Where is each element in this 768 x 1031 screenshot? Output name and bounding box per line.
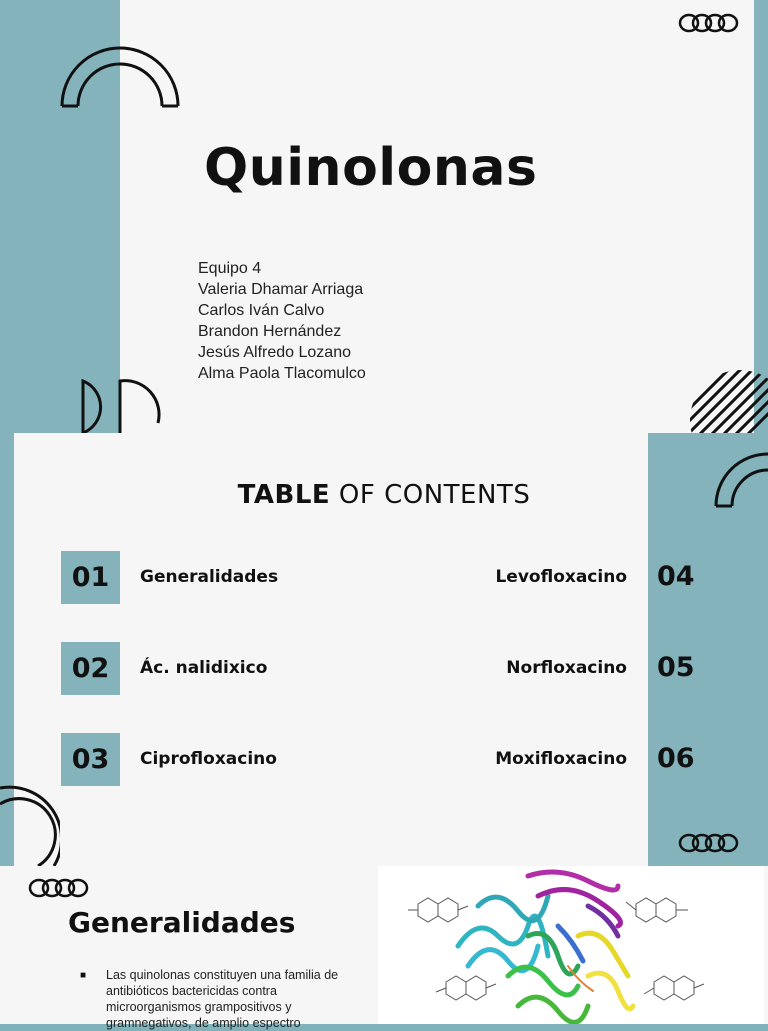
author-line: Equipo 4 — [198, 260, 262, 277]
author-line: Valeria Dhamar Arriaga — [198, 281, 364, 298]
bullet-icon: ■ — [80, 970, 87, 981]
toc-title-rest: OF CONTENTS — [338, 480, 531, 510]
toc-number: 01 — [61, 551, 120, 604]
author-line: Carlos Iván Calvo — [198, 302, 325, 319]
toc-number: 06 — [657, 743, 695, 774]
toc-title-bold: TABLE — [237, 480, 331, 510]
toc-number: 04 — [657, 561, 695, 592]
rings-decoration-icon — [28, 877, 90, 899]
half-circles-decoration-icon — [80, 378, 164, 434]
arch-decoration-icon — [56, 42, 186, 112]
rings-decoration-icon — [678, 832, 740, 854]
toc-item-label[interactable]: Ác. nalidixico — [140, 658, 268, 678]
protein-structure-image — [378, 866, 764, 1024]
striped-circle-decoration-icon — [688, 368, 768, 433]
slide1-title-panel — [120, 0, 754, 433]
author-list — [198, 258, 366, 384]
toc-item-label[interactable]: Generalidades — [140, 567, 279, 587]
arch-decoration-icon — [0, 784, 60, 866]
author-line: Alma Paola Tlacomulco — [198, 365, 366, 382]
toc-item-label[interactable]: Ciprofloxacino — [140, 749, 277, 769]
rings-decoration-icon — [678, 12, 740, 34]
toc-item-label[interactable]: Moxifloxacino — [495, 749, 627, 769]
toc-item-label[interactable]: Levofloxacino — [495, 567, 627, 587]
toc-item-label[interactable]: Norfloxacino — [506, 658, 627, 678]
toc-title — [0, 480, 768, 510]
author-line: Jesús Alfredo Lozano — [198, 344, 351, 361]
presentation-title: Quinolonas — [204, 138, 538, 198]
toc-number: 02 — [61, 642, 120, 695]
toc-number: 05 — [657, 652, 695, 683]
toc-number: 03 — [61, 733, 120, 786]
bullet-text: Las quinolonas constituyen una familia de antibióticos bactericidas contra microorganismos grampositivos y gramnegativos, de amplio espectro — [106, 968, 339, 1030]
author-line: Brandon Hernández — [198, 323, 342, 340]
section-title: Generalidades — [68, 906, 296, 939]
